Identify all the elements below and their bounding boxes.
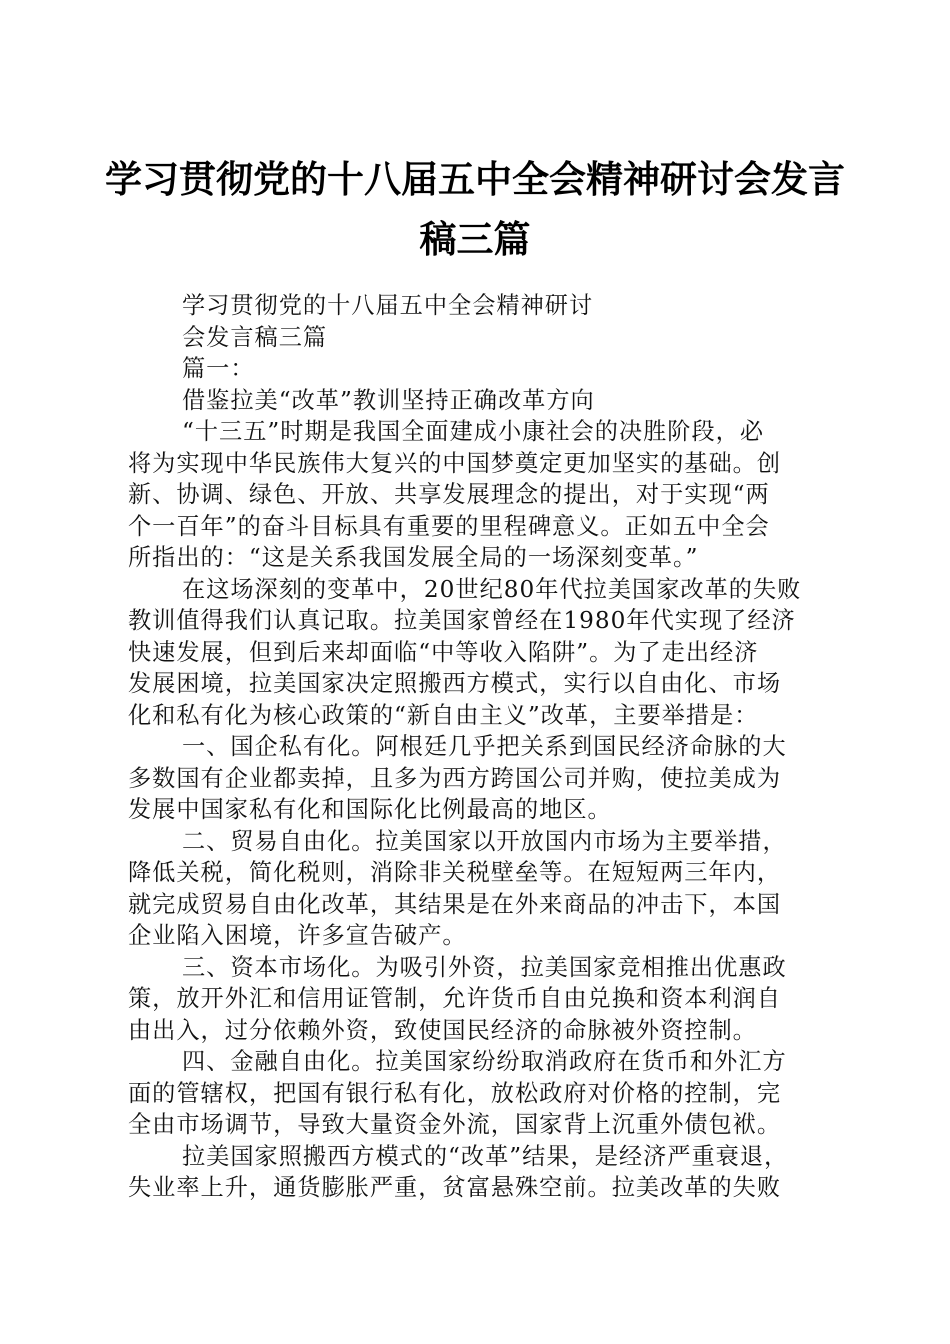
body-text-line: 发展困境，拉美国家决定照搬西方模式，实行以自由化、市场 [128,670,782,697]
body-text-line: 拉美国家照搬西方模式的“改革”结果，是经济严重衰退， [182,1142,789,1170]
body-text-line: 多数国有企业都卖掉，且多为西方跨国公司并购，使拉美成为 [128,764,782,792]
body-text-line: 失业率上升，通货膨胀严重，贫富悬殊空前。拉美改革的失败 [128,1174,782,1201]
body-text-line: 新、协调、绿色、开放、共享发展理念的提出，对于实现“两 [128,481,770,508]
body-text-line: 化和私有化为核心政策的“新自由主义”改革，主要举措是： [128,701,759,729]
body-text-line: 快速发展，但到后来却面临“中等收入陷阱”。为了走出经济 [128,638,759,666]
body-text-line: 发展中国家私有化和国际化比例最高的地区。 [128,796,612,823]
document-body [128,290,830,1204]
body-text-line: 全由市场调节，导致大量资金外流，国家背上沉重外债包袱。 [128,1111,782,1138]
body-text-line: 策，放开外汇和信用证管制，允许货币自由兑换和资本利润自 [128,985,782,1012]
body-text-line: 四、金融自由化。拉美国家纷纷取消政府在货币和外汇方 [182,1048,787,1075]
body-text-line: 会发言稿三篇 [182,323,328,351]
body-text-line: 降低关税，简化税则，消除非关税壁垒等。在短短两三年内， [128,859,782,886]
body-text-line: 在这场深刻的变革中，20世纪80年代拉美国家改革的失败 [182,575,802,603]
body-text-line: 个一百年”的奋斗目标具有重要的里程碑意义。正如五中全会 [128,512,770,540]
body-text-line: 就完成贸易自由化改革，其结果是在外来商品的冲击下，本国 [128,890,782,918]
body-text-line: 由出入，过分依赖外资，致使国民经济的命脉被外资控制。 [128,1016,757,1044]
body-text-line: 借鉴拉美“改革”教训坚持正确改革方向 [182,386,595,414]
body-text-line: 学习贯彻党的十八届五中全会精神研讨 [182,292,594,319]
body-text-line: 一、国企私有化。阿根廷几乎把关系到国民经济命脉的大 [182,733,787,760]
body-text-line: 将为实现中华民族伟大复兴的中国梦奠定更加坚实的基础。创 [128,449,782,477]
body-text-line: 面的管辖权，把国有银行私有化，放松政府对价格的控制，完 [128,1079,782,1107]
body-text-line: 教训值得我们认真记取。拉美国家曾经在1980年代实现了经济 [128,607,796,634]
body-text-line: 篇一： [182,355,255,382]
body-text-line: 企业陷入困境，许多宣告破产。 [128,922,467,949]
body-text-line: 二、贸易自由化。拉美国家以开放国内市场为主要举措， [182,827,787,855]
body-text-line: 三、资本市场化。为吸引外资，拉美国家竞相推出优惠政 [182,953,787,981]
document-title-line-1: 学习贯彻党的十八届五中全会精神研讨会发言 [105,158,845,201]
body-text-line: “十三五”时期是我国全面建成小康社会的决胜阶段，必 [182,418,765,445]
document-title-line-2: 稿三篇 [419,218,531,261]
body-text-line: 所指出的：“这是关系我国发展全局的一场深刻变革。” [128,544,699,571]
